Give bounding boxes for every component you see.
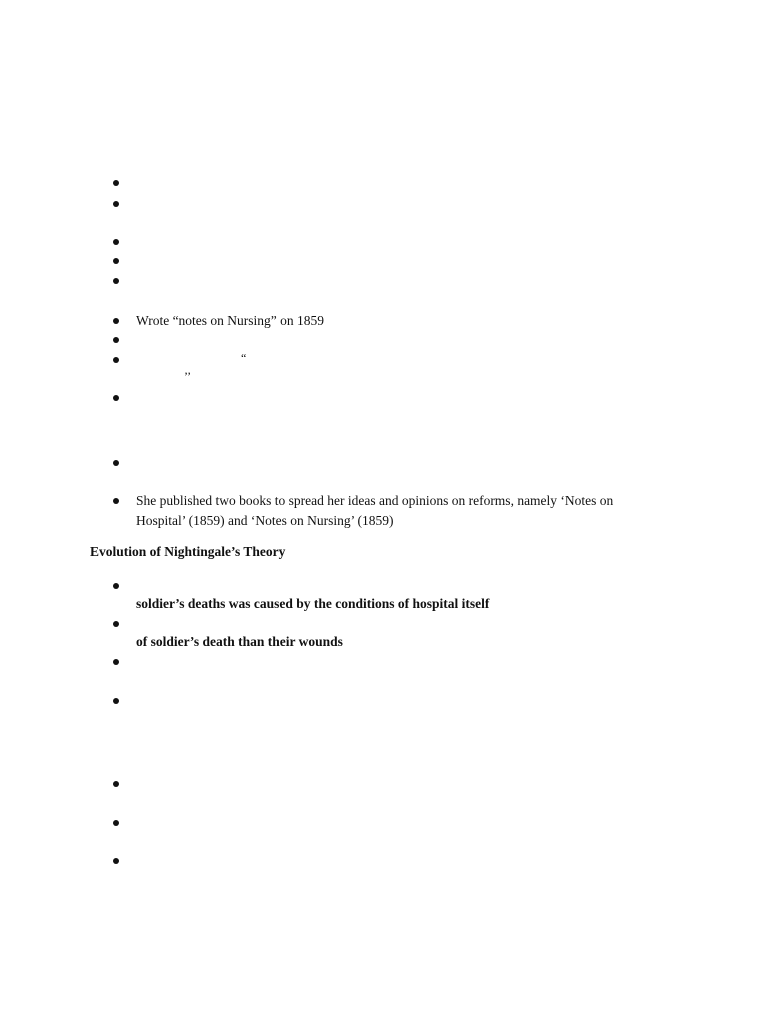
list-bullet <box>113 278 119 284</box>
list-bullet <box>113 659 119 665</box>
list-bullet <box>113 460 119 466</box>
list-bullet <box>113 583 119 589</box>
list-item-text: Hospital’ (1859) and ‘Notes on Nursing’ (1859) <box>136 513 394 528</box>
list-item-text: of soldier’s death than their wounds <box>136 634 343 649</box>
list-bullet <box>113 318 119 324</box>
list-bullet <box>113 621 119 627</box>
section-heading: Evolution of Nightingale’s Theory <box>90 544 286 559</box>
list-item-text: soldier’s deaths was caused by the conditions of hospital itself <box>136 596 490 611</box>
list-bullet <box>113 239 119 245</box>
quote-fragment: “ <box>241 351 247 365</box>
list-bullet <box>113 258 119 264</box>
list-bullet <box>113 201 119 207</box>
list-bullet <box>113 395 119 401</box>
list-bullet <box>113 498 119 504</box>
list-bullet <box>113 858 119 864</box>
list-bullet <box>113 180 119 186</box>
list-item-text: Wrote “notes on Nursing” on 1859 <box>136 313 325 328</box>
list-bullet <box>113 357 119 363</box>
quote-fragment: ’’ <box>184 369 192 383</box>
list-item-text: She published two books to spread her ideas and opinions on reforms, namely ‘Notes on <box>136 493 614 508</box>
list-bullet <box>113 781 119 787</box>
list-bullet <box>113 698 119 704</box>
list-bullet <box>113 820 119 826</box>
list-bullet <box>113 337 119 343</box>
